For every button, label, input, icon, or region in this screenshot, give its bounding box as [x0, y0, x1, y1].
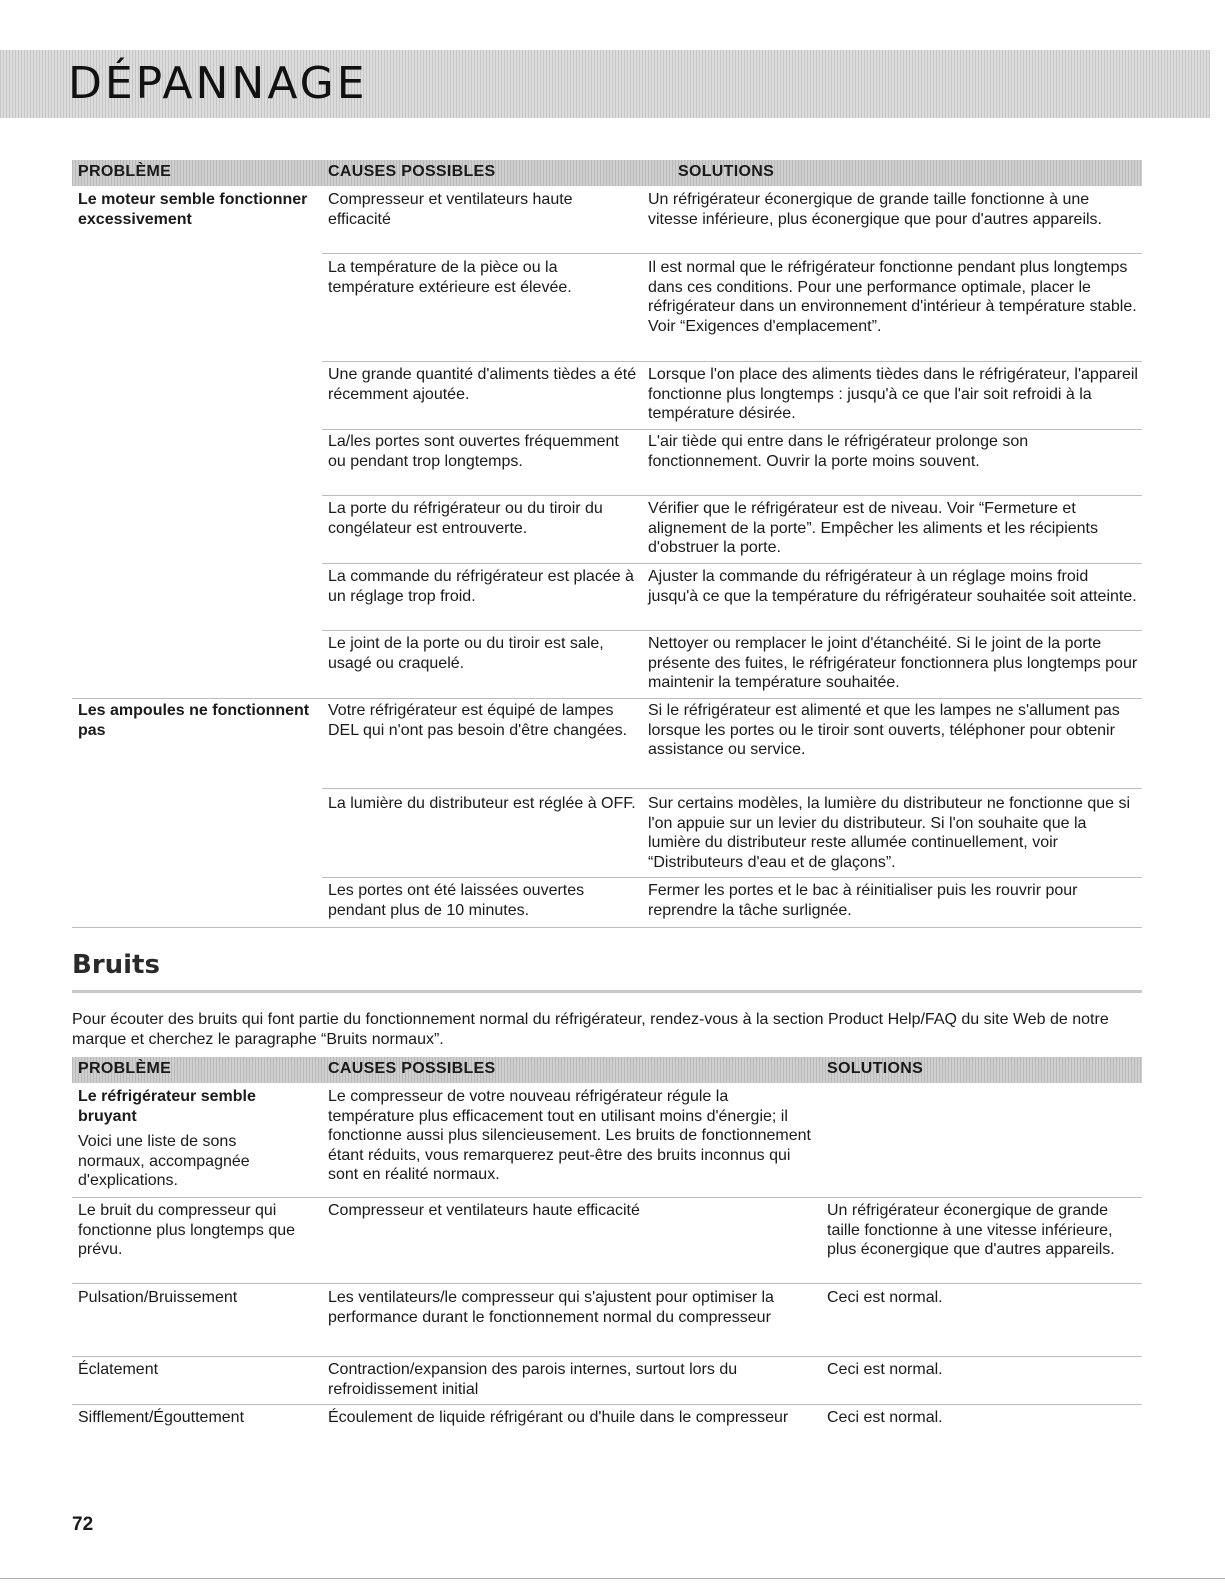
- solution-cell: Si le réfrigérateur est alimenté et que les lampes ne s'allument pas lorsque les portes ou le tiroir sont ouverts, téléphoner pour obtenir assistance ou service.: [648, 702, 1120, 759]
- page-bottom-rule: [0, 1578, 1225, 1579]
- problem-cell: Le réfrigérateur semble bruyant: [78, 1088, 256, 1125]
- row-divider: [72, 1283, 1142, 1284]
- header-causes: CAUSES POSSIBLES: [328, 163, 496, 180]
- problem-cell: Le bruit du compresseur qui fonctionne plus longtemps que prévu.: [78, 1202, 296, 1259]
- solution-cell: Sur certains modèles, la lumière du distributeur ne fonctionne que si l'on appuie sur un levier du distributeur. Si l'on souhaite que la lumière du distributeur reste allumée continuellement, voir “Distributeurs d'eau et de glaçons”.: [648, 795, 1131, 871]
- header-solutions: SOLUTIONS: [827, 1060, 924, 1077]
- problem-note: Voici une liste de sons normaux, accompagnée d'explications.: [78, 1133, 250, 1190]
- header-solutions: SOLUTIONS: [678, 163, 775, 180]
- problem-bulbs: Les ampoules ne fonctionnent pas: [78, 702, 310, 739]
- solution-cell: Nettoyer ou remplacer le joint d'étanchéité. Si le joint de la porte présente des fuites, le réfrigérateur fonctionnera plus longtemps pour maintenir la température souhaitée.: [648, 635, 1138, 692]
- table-header: [72, 160, 1142, 186]
- row-divider: [322, 877, 1142, 878]
- solution-cell: Vérifier que le réfrigérateur est de niveau. Voir “Fermeture et alignement de la porte”. Empêcher les aliments et les récipients d'obstruer la porte.: [648, 500, 1098, 557]
- cause-cell: Le compresseur de votre nouveau réfrigérateur régule la température plus efficacement tout en utilisant moins d'énergie; il fonctionne aussi plus silencieusement. Les bruits de fonctionnement étant réduits, vous remarquerez peut-être des bruits inconnus qui sont en réalité normaux.: [328, 1088, 811, 1184]
- solution-cell: Fermer les portes et le bac à réinitialiser puis les rouvrir pour reprendre la tâche surlignée.: [648, 882, 1078, 919]
- row-divider: [322, 563, 1142, 564]
- cause-cell: La commande du réfrigérateur est placée à un réglage trop froid.: [328, 568, 634, 605]
- cause-cell: Les ventilateurs/le compresseur qui s'ajustent pour optimiser la performance durant le fonctionnement normal du compresseur: [328, 1289, 774, 1326]
- cause-cell: La/les portes sont ouvertes fréquemment ou pendant trop longtemps.: [328, 433, 619, 470]
- solution-cell: L'air tiède qui entre dans le réfrigérateur prolonge son fonctionnement. Ouvrir la porte moins souvent.: [648, 433, 1029, 470]
- heading-rule: [72, 990, 1142, 993]
- row-divider: [72, 1197, 1142, 1198]
- header-problem: PROBLÈME: [78, 1060, 172, 1077]
- cause-cell: Les portes ont été laissées ouvertes pendant plus de 10 minutes.: [328, 882, 585, 919]
- solution-cell: Ceci est normal.: [827, 1289, 943, 1306]
- cause-cell: Le joint de la porte ou du tiroir est sale, usagé ou craquelé.: [328, 635, 604, 672]
- problem-cell: Pulsation/Bruissement: [78, 1289, 238, 1306]
- solution-cell: Un réfrigérateur éconergique de grande taille fonctionne à une vitesse inférieure, plus éconergique que pour d'autres appareils.: [648, 191, 1102, 228]
- section-divider: [72, 698, 1142, 699]
- problem-cell: Éclatement: [78, 1361, 159, 1378]
- row-divider: [322, 361, 1142, 362]
- noise-table: [72, 1057, 1142, 1426]
- solution-cell: Ajuster la commande du réfrigérateur à un réglage moins froid jusqu'à ce que la température du réfrigérateur souhaitée soit atteinte.: [648, 568, 1137, 605]
- section-heading: Bruits: [72, 950, 160, 980]
- solution-cell: Ceci est normal.: [827, 1409, 943, 1426]
- table-bottom-rule: [72, 927, 1142, 928]
- cause-cell: Compresseur et ventilateurs haute efficacité: [328, 1202, 640, 1219]
- solution-cell: Lorsque l'on place des aliments tièdes dans le réfrigérateur, l'appareil fonctionne plus longtemps : jusqu'à ce que l'air soit refroidi à la température désirée.: [648, 366, 1138, 423]
- row-divider: [322, 253, 1142, 254]
- row-divider: [322, 630, 1142, 631]
- solution-cell: Un réfrigérateur éconergique de grande taille fonctionne à une vitesse inférieure, plus éconergique que d'autres appareils.: [827, 1202, 1115, 1259]
- cause-cell: Compresseur et ventilateurs haute efficacité: [328, 191, 573, 228]
- row-divider: [322, 495, 1142, 496]
- cause-cell: Contraction/expansion des parois internes, surtout lors du refroidissement initial: [328, 1361, 738, 1398]
- troubleshooting-table: [72, 160, 1142, 919]
- solution-cell: Il est normal que le réfrigérateur fonctionne pendant plus longtemps dans ces conditions. Pour une performance optimale, placer le réfrigérateur dans un environnement d'intérieur à température stable. Voir “Exigences d'emplacement”.: [648, 259, 1137, 335]
- row-divider: [72, 1356, 1142, 1357]
- page-title: DÉPANNAGE: [68, 58, 368, 109]
- cause-cell: La température de la pièce ou la température extérieure est élevée.: [328, 259, 572, 296]
- cause-cell: La lumière du distributeur est réglée à OFF.: [328, 795, 636, 812]
- page-number: 72: [72, 1514, 94, 1535]
- header-problem: PROBLÈME: [78, 163, 172, 180]
- problem-motor: Le moteur semble fonctionner excessivement: [78, 191, 308, 228]
- row-divider: [72, 1404, 1142, 1405]
- cause-cell: Votre réfrigérateur est équipé de lampes DEL qui n'ont pas besoin d'être changées.: [328, 702, 628, 739]
- row-divider: [322, 788, 1142, 789]
- problem-cell: Sifflement/Égouttement: [78, 1409, 245, 1426]
- table-header: [72, 1057, 1142, 1083]
- header-causes: CAUSES POSSIBLES: [328, 1060, 496, 1077]
- cause-cell: Écoulement de liquide réfrigérant ou d'huile dans le compresseur: [328, 1409, 789, 1426]
- cause-cell: Une grande quantité d'aliments tièdes a été récemment ajoutée.: [328, 366, 637, 403]
- title-banner: [0, 50, 1210, 118]
- intro-paragraph: Pour écouter des bruits qui font partie du fonctionnement normal du réfrigérateur, rendez-vous à la section Product Help/FAQ du site Web de notre marque et cherchez le paragraphe “Bruits normaux”.: [72, 1011, 1109, 1048]
- solution-cell: Ceci est normal.: [827, 1361, 943, 1378]
- row-divider: [322, 429, 1142, 430]
- cause-cell: La porte du réfrigérateur ou du tiroir du congélateur est entrouverte.: [328, 500, 603, 537]
